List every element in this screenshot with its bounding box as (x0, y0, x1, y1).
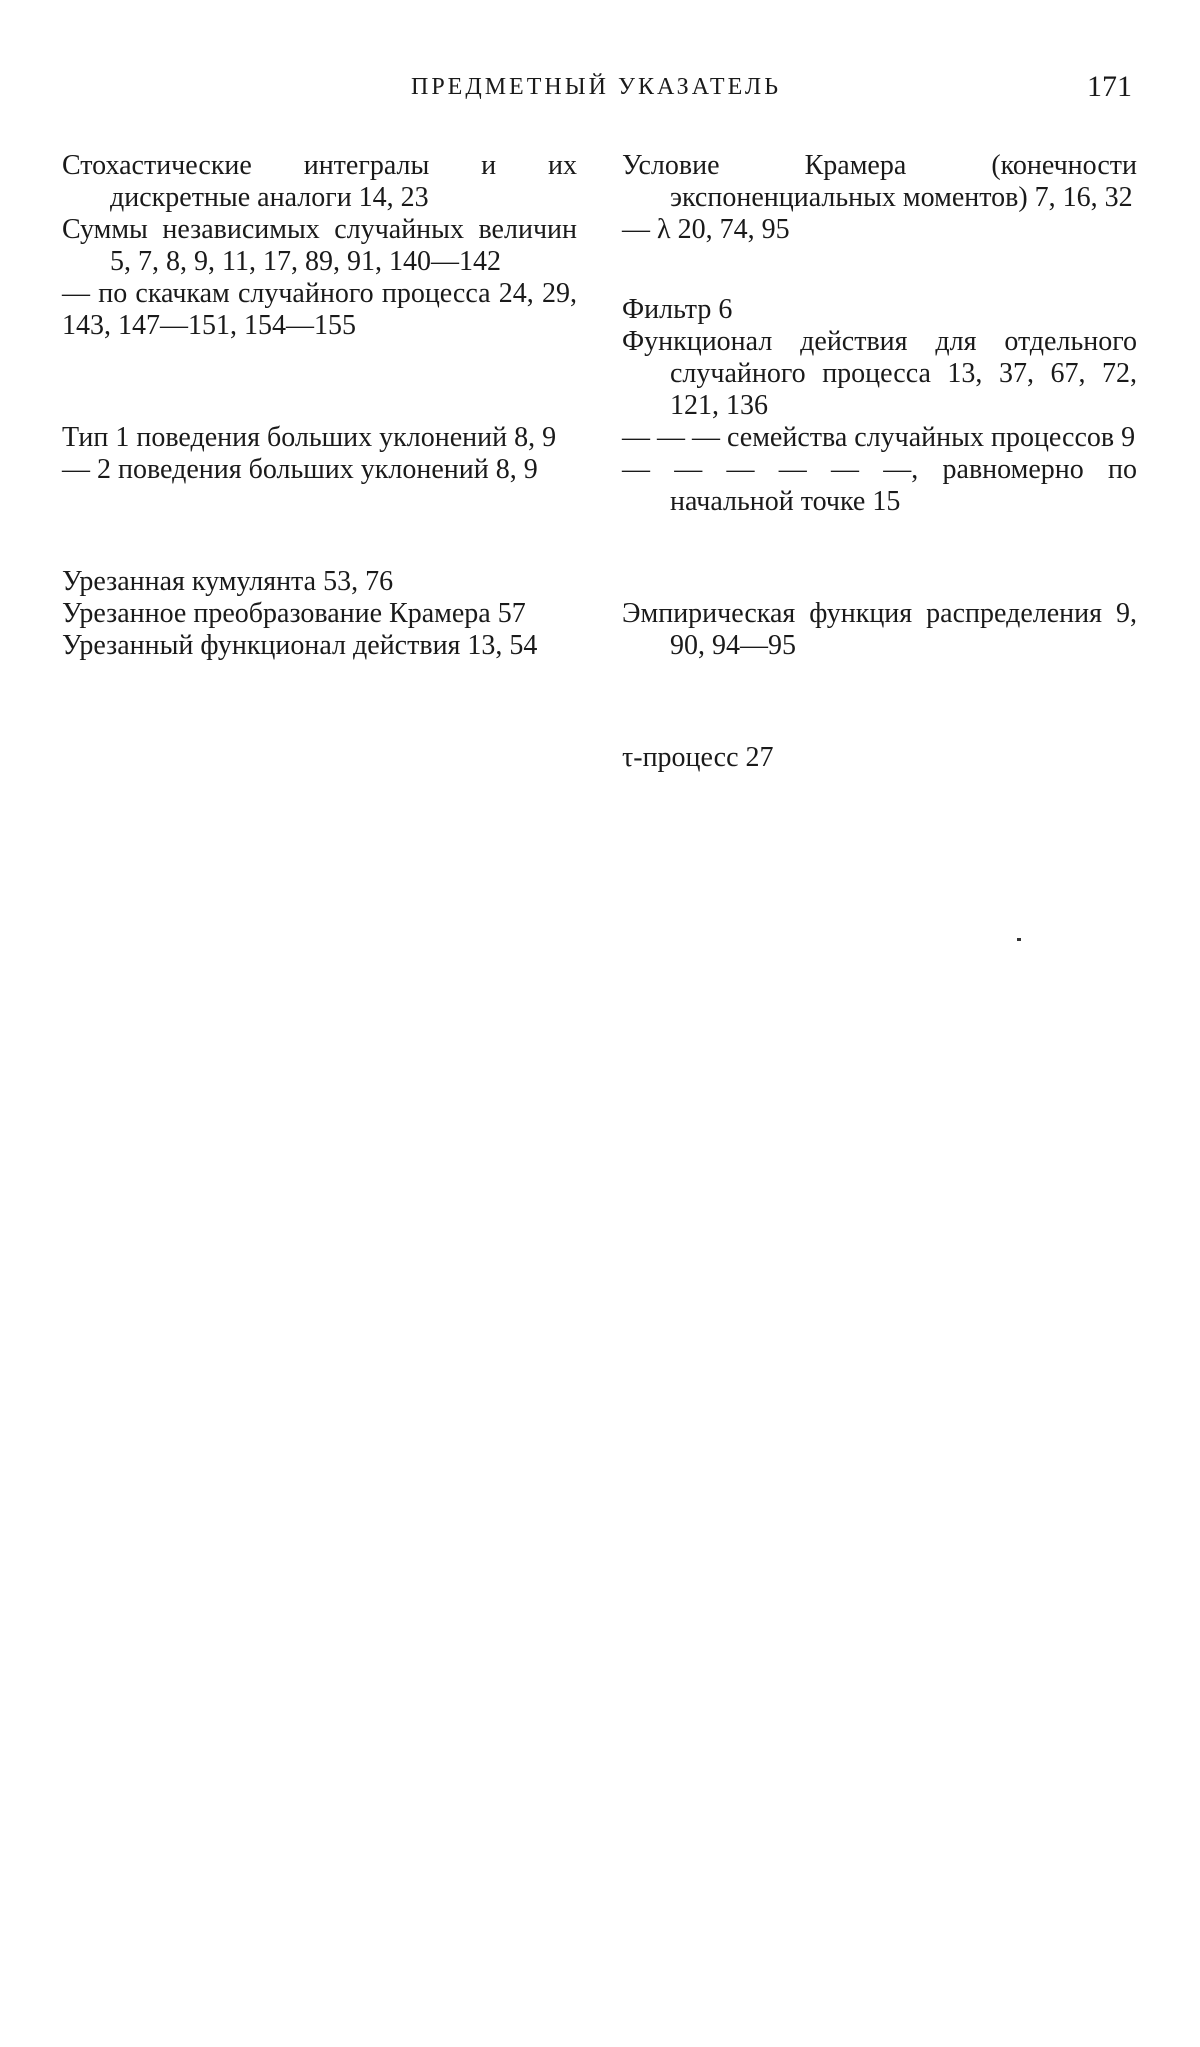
index-column-right (622, 150, 1137, 774)
page-number: 171 (1087, 70, 1132, 103)
running-title: ПРЕДМЕТНЫЙ УКАЗАТЕЛЬ (410, 74, 781, 100)
index-entry: Условие Крамера (конечности экспоненциальных моментов) 7, 16, 32 (622, 150, 1137, 213)
print-speck (1017, 938, 1021, 941)
index-entry: Функционал действия для отдельного случайного процесса 13, 37, 67, 72, 121, 136 (622, 326, 1137, 421)
index-entry: Суммы независимых случайных величин 5, 7, 8, 9, 11, 17, 89, 91, 140—142 (62, 214, 577, 277)
index-entry: Урезанное преобразование Крамера 57 (62, 598, 526, 629)
index-subentry: — 2 поведения больших уклонений 8, 9 (62, 454, 538, 485)
index-entry: Эмпирическая функция распределения 9, 90, 94—95 (622, 598, 1137, 661)
index-column-left (62, 150, 577, 662)
page-header (60, 70, 1132, 114)
index-entry: τ-процесс 27 (622, 742, 774, 773)
index-entry: Урезанный функционал действия 13, 54 (62, 630, 538, 661)
index-entry: Стохастические интегралы и их дискретные аналоги 14, 23 (62, 150, 577, 213)
index-entry: Урезанная кумулянта 53, 76 (62, 566, 394, 597)
index-subentry: — — — семейства случайных процессов 9 (622, 422, 1136, 453)
index-entry: Фильтр 6 (622, 294, 733, 325)
index-subentry: — по скачкам случайного процесса 24, 29, 143, 147—151, 154—155 (62, 278, 577, 341)
index-entry: Тип 1 поведения больших уклонений 8, 9 (62, 422, 557, 453)
index-subentry: — — — — — —, равномерно по начальной точке 15 (622, 454, 1137, 517)
index-subentry: — λ 20, 74, 95 (622, 214, 790, 245)
